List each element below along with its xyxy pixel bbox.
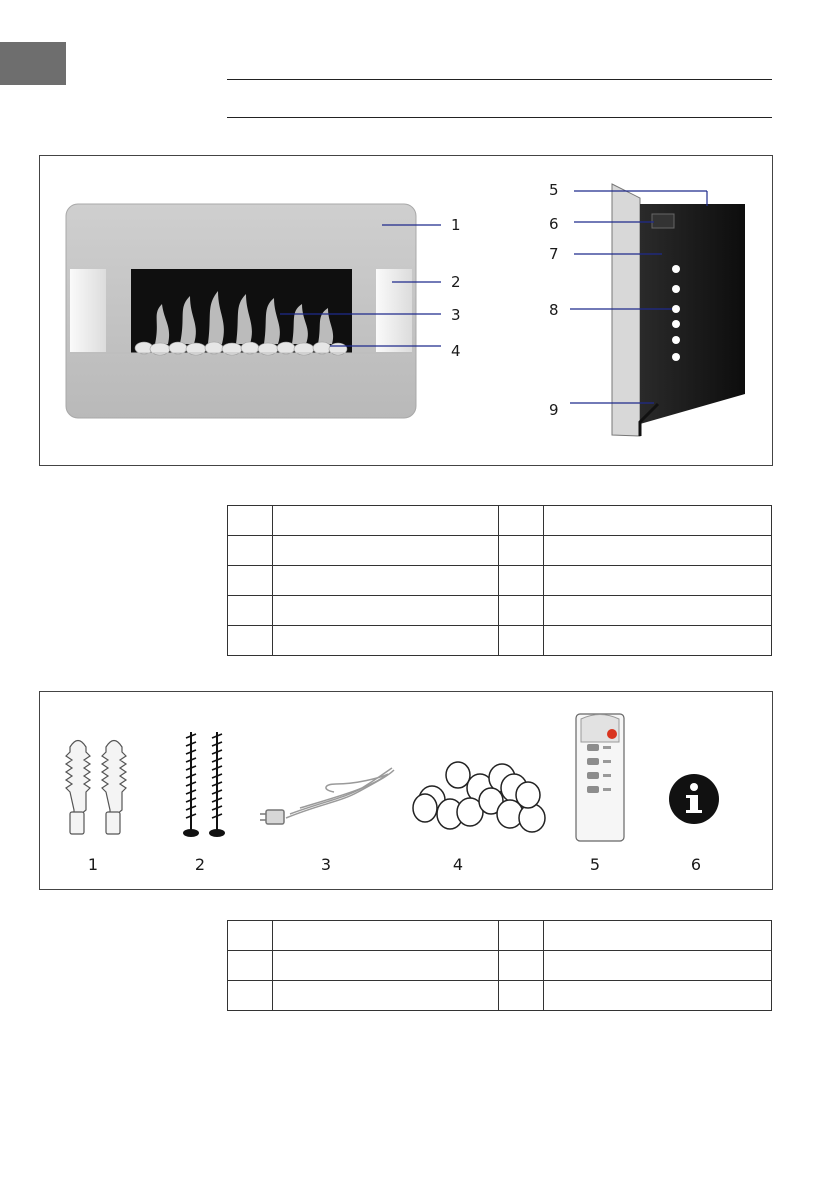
power-cord-icon — [260, 768, 394, 824]
table-cell — [499, 626, 544, 656]
table-cell — [228, 951, 273, 981]
table-cell — [544, 921, 772, 951]
info-icon — [669, 774, 719, 824]
table-cell — [544, 626, 772, 656]
table-cell — [544, 596, 772, 626]
table-cell — [228, 506, 273, 536]
table-row — [228, 566, 772, 596]
table-row — [228, 921, 772, 951]
callout-9: 9 — [549, 401, 559, 419]
table-row — [228, 536, 772, 566]
callout-7: 7 — [549, 245, 559, 263]
wall-plug-icon — [66, 741, 126, 835]
table-cell — [273, 626, 499, 656]
table-row — [228, 626, 772, 656]
screw-icon — [183, 732, 225, 837]
accessory-number-2: 2 — [194, 855, 206, 874]
table-cell — [499, 506, 544, 536]
table-row — [228, 506, 772, 536]
table-cell — [544, 951, 772, 981]
table-cell — [544, 536, 772, 566]
callout-1: 1 — [451, 216, 461, 234]
side-light-left — [70, 269, 106, 352]
accessory-number-3: 3 — [320, 855, 332, 874]
table-cell — [228, 981, 273, 1011]
accessory-number-1: 1 — [87, 855, 99, 874]
table-cell — [273, 566, 499, 596]
table-cell — [499, 536, 544, 566]
table-cell — [228, 921, 273, 951]
table-cell — [273, 951, 499, 981]
table-cell — [544, 506, 772, 536]
table-cell — [499, 596, 544, 626]
table-cell — [228, 566, 273, 596]
device-parts-table — [227, 505, 772, 656]
callout-8: 8 — [549, 301, 559, 319]
table-row — [228, 596, 772, 626]
table-row — [228, 951, 772, 981]
table-cell — [544, 981, 772, 1011]
table-cell — [228, 626, 273, 656]
accessory-number-6: 6 — [690, 855, 702, 874]
callout-5: 5 — [549, 181, 559, 199]
fireplace-front-view — [66, 204, 416, 418]
callout-2: 2 — [451, 273, 461, 291]
table-cell — [499, 981, 544, 1011]
device-overview-figure — [39, 155, 773, 466]
table-cell — [499, 921, 544, 951]
decorative-stones-icon — [413, 762, 545, 832]
table-cell — [499, 566, 544, 596]
language-tab — [0, 42, 66, 85]
accessories-figure — [39, 691, 773, 890]
table-cell — [499, 951, 544, 981]
table-cell — [273, 921, 499, 951]
header-rule-top — [227, 79, 772, 80]
device-illustration — [40, 156, 772, 465]
accessories-table — [227, 920, 772, 1011]
accessory-number-4: 4 — [452, 855, 464, 874]
table-cell — [273, 536, 499, 566]
accessory-number-5: 5 — [589, 855, 601, 874]
table-cell — [228, 536, 273, 566]
table-cell — [273, 506, 499, 536]
table-row — [228, 981, 772, 1011]
header-rule-bottom — [227, 117, 772, 118]
table-cell — [228, 596, 273, 626]
table-cell — [273, 596, 499, 626]
accessories-illustration — [40, 692, 772, 889]
table-cell — [544, 566, 772, 596]
table-cell — [273, 981, 499, 1011]
remote-control-icon — [576, 714, 624, 841]
callout-3: 3 — [451, 306, 461, 324]
callout-6: 6 — [549, 215, 559, 233]
callout-4: 4 — [451, 342, 461, 360]
